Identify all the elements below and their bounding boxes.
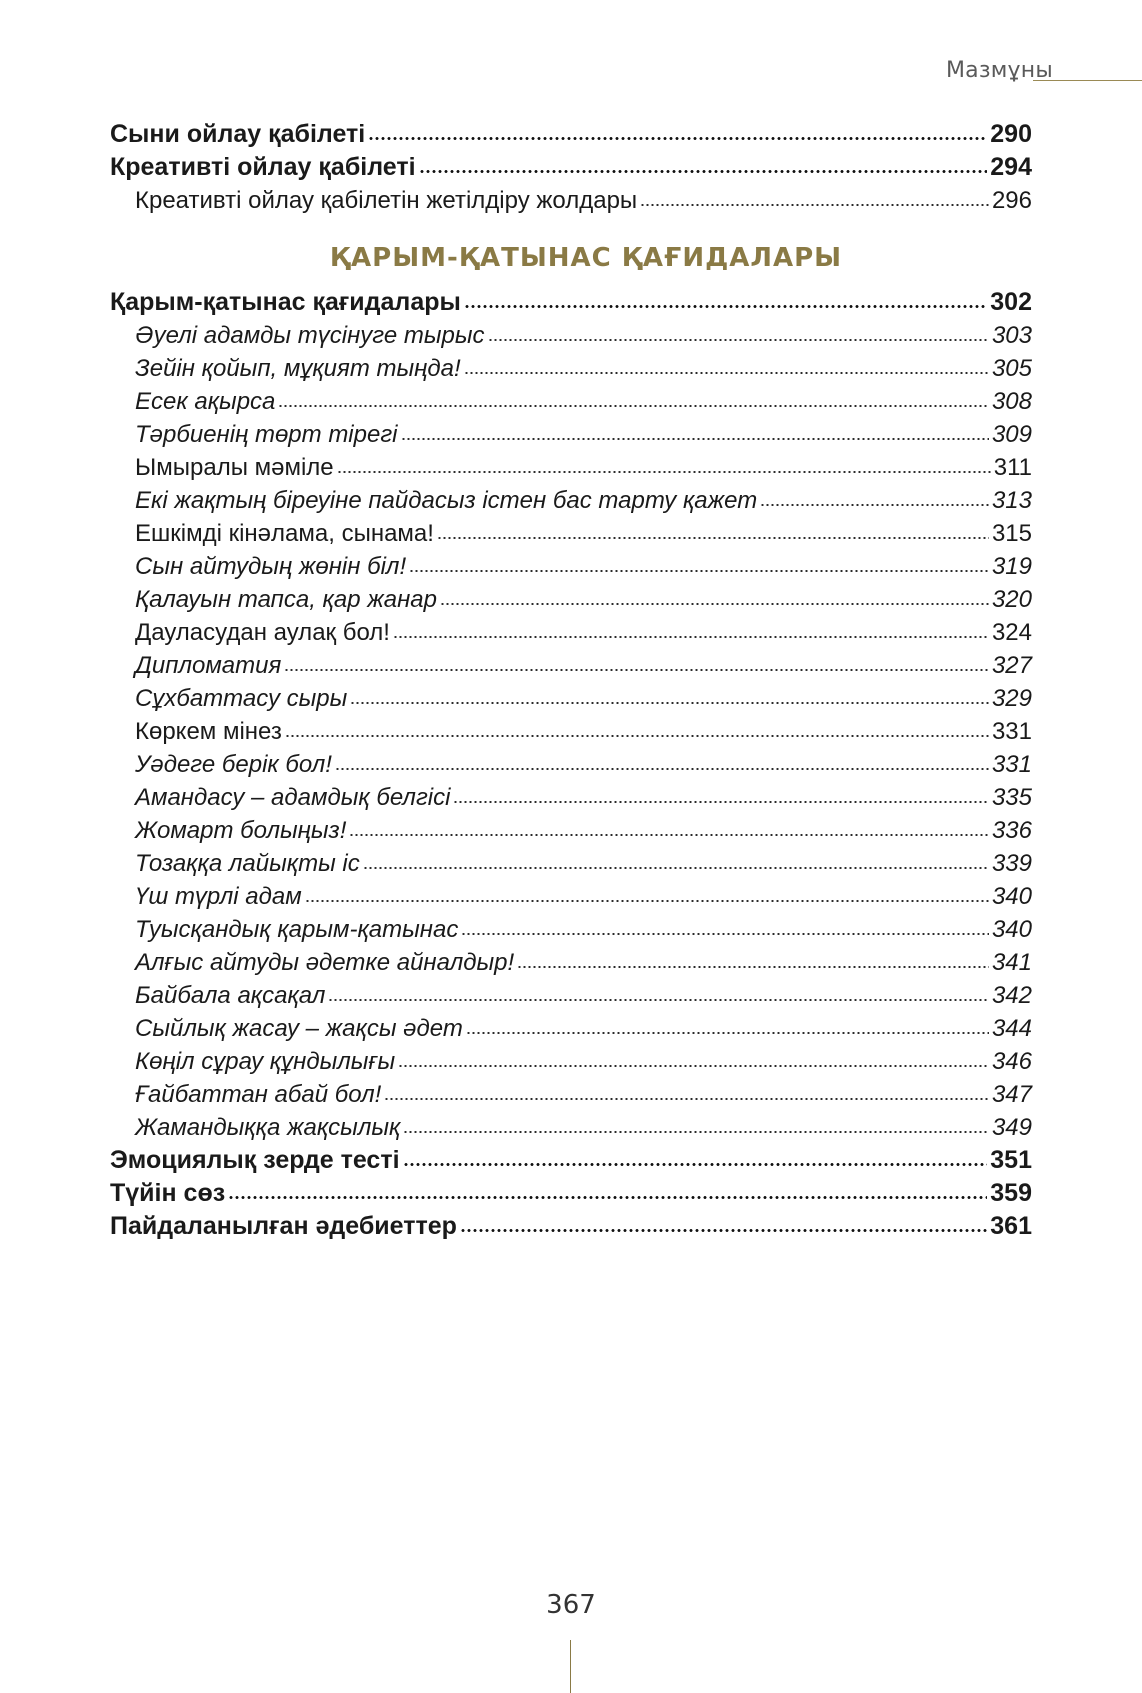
toc-entry-page: 324 <box>991 619 1032 646</box>
toc-entry-page: 336 <box>991 817 1032 844</box>
toc-entry-page: 340 <box>991 883 1032 910</box>
toc-entry-title: Креативті ойлау қабілетін жетілдіру жолдары <box>135 187 638 214</box>
toc-entry-title: Ғайбаттан абай бол! <box>135 1081 382 1108</box>
toc-entry-title: Көркем мінез <box>135 718 282 745</box>
toc-entry-title: Амандасу – адамдық белгісі <box>135 784 451 811</box>
toc-entry-page: 309 <box>991 421 1032 448</box>
toc-entry-page: 294 <box>990 153 1032 181</box>
toc-entry-title: Зейін қойып, мұқият тыңда! <box>135 355 461 382</box>
toc-dot-leader <box>328 999 989 1001</box>
toc-entry[interactable] <box>110 118 1032 151</box>
toc-entry-page: 347 <box>991 1081 1032 1108</box>
toc-entry[interactable] <box>110 319 1032 352</box>
toc-dot-leader <box>278 405 989 407</box>
toc-entry-page: 315 <box>991 520 1032 547</box>
toc-main-group <box>110 286 1032 1243</box>
toc-entry[interactable] <box>110 946 1032 979</box>
toc-entry-page: 308 <box>991 388 1032 415</box>
toc-entry-page: 331 <box>991 751 1032 778</box>
toc-dot-leader <box>461 933 989 935</box>
toc-dot-leader <box>464 305 987 308</box>
toc-entry-title: Қалауын тапса, қар жанар <box>135 586 437 613</box>
toc-entry-title: Сыйлық жасау – жақсы әдет <box>135 1015 463 1042</box>
toc-dot-leader <box>228 1196 987 1199</box>
toc-dot-leader <box>337 471 991 473</box>
toc-entry[interactable] <box>110 286 1032 319</box>
toc-entry-page: 335 <box>991 784 1032 811</box>
toc-entry[interactable] <box>110 451 1032 484</box>
toc-dot-leader <box>398 1065 989 1067</box>
toc-entry-title: Ешкімді кінәлама, сынама! <box>135 520 434 547</box>
toc-dot-leader <box>284 669 989 671</box>
toc-dot-leader <box>305 900 989 902</box>
toc-entry-title: Байбала ақсақал <box>135 982 326 1009</box>
toc-entry-title: Сұхбаттасу сыры <box>135 685 348 712</box>
toc-entry-page: 290 <box>990 120 1032 148</box>
toc-dot-leader <box>517 966 989 968</box>
toc-entry-page: 331 <box>991 718 1032 745</box>
toc-entry-title: Жомарт болыңыз! <box>135 817 347 844</box>
toc-entry-title: Қарым-қатынас қағидалары <box>110 288 461 316</box>
toc-entry-page: 361 <box>990 1212 1032 1240</box>
toc-entry-title: Эмоциялық зерде тесті <box>110 1146 400 1174</box>
toc-entry-page: 320 <box>991 586 1032 613</box>
toc-entry-page: 327 <box>991 652 1032 679</box>
page-number: 367 <box>546 1590 596 1620</box>
toc-entry-title: Туысқандық қарым-қатынас <box>135 916 459 943</box>
toc-entry[interactable] <box>110 979 1032 1012</box>
toc-dot-leader <box>403 1131 989 1133</box>
toc-entry-title: Креативті ойлау қабілеті <box>110 153 416 181</box>
toc-dot-leader <box>453 801 988 803</box>
toc-entry-title: Сыни ойлау қабілеті <box>110 120 366 148</box>
toc-entry[interactable] <box>110 682 1032 715</box>
toc-entry[interactable] <box>110 1012 1032 1045</box>
toc-entry-title: Тәрбиенің төрт тірегі <box>135 421 398 448</box>
toc-entry-page: 305 <box>991 355 1032 382</box>
toc-top-group <box>110 118 1032 217</box>
toc-dot-leader <box>384 1098 989 1100</box>
toc-entry[interactable] <box>110 748 1032 781</box>
toc-entry-page: 311 <box>993 454 1032 481</box>
toc-entry[interactable] <box>110 1144 1032 1177</box>
toc-entry[interactable] <box>110 616 1032 649</box>
toc-entry[interactable] <box>110 184 1032 217</box>
toc-entry-title: Дауласудан аулақ бол! <box>135 619 390 646</box>
toc-dot-leader <box>466 1032 989 1034</box>
toc-dot-leader <box>640 204 989 206</box>
toc-entry-title: Көңіл сұрау құндылығы <box>135 1048 396 1075</box>
toc-entry-title: Екі жақтың біреуіне пайдасыз істен бас тарту қажет <box>135 487 758 514</box>
toc-entry-page: 349 <box>991 1114 1032 1141</box>
toc-entry[interactable] <box>110 1210 1032 1243</box>
toc-entry-title: Алғыс айтуды әдетке айналдыр! <box>135 949 515 976</box>
toc-dot-leader <box>464 372 989 374</box>
toc-dot-leader <box>760 504 989 506</box>
running-header-label: Мазмұны <box>946 58 1053 83</box>
toc-entry-title: Сын айтудың жөнін біл! <box>135 553 407 580</box>
toc-entry[interactable] <box>110 1111 1032 1144</box>
table-of-contents <box>110 118 1032 1243</box>
toc-entry[interactable] <box>110 385 1032 418</box>
toc-dot-leader <box>403 1163 988 1166</box>
toc-dot-leader <box>349 834 989 836</box>
toc-entry-title: Пайдаланылған әдебиеттер <box>110 1212 457 1240</box>
toc-entry-title: Тозаққа лайықты іс <box>135 850 360 877</box>
toc-dot-leader <box>437 537 989 539</box>
toc-entry[interactable] <box>110 715 1032 748</box>
toc-dot-leader <box>419 170 988 173</box>
toc-dot-leader <box>368 137 987 140</box>
toc-dot-leader <box>285 735 989 737</box>
toc-entry[interactable] <box>110 1045 1032 1078</box>
toc-dot-leader <box>460 1229 987 1232</box>
toc-entry-page: 341 <box>991 949 1032 976</box>
toc-entry-title: Түйін сөз <box>110 1179 226 1207</box>
toc-entry[interactable] <box>110 913 1032 946</box>
toc-entry-page: 344 <box>991 1015 1032 1042</box>
toc-entry[interactable] <box>110 880 1032 913</box>
toc-dot-leader <box>363 867 989 869</box>
toc-entry-page: 313 <box>991 487 1032 514</box>
footer-rule <box>570 1640 571 1693</box>
toc-entry-page: 340 <box>991 916 1032 943</box>
toc-entry-title: Әуелі адамды түсінуге тырыс <box>135 322 485 349</box>
toc-entry-page: 351 <box>990 1146 1032 1174</box>
toc-entry[interactable] <box>110 550 1032 583</box>
toc-dot-leader <box>350 702 989 704</box>
section-heading: ҚАРЫМ-ҚАТЫНАС ҚАҒИДАЛАРЫ <box>329 243 843 273</box>
toc-dot-leader <box>335 768 989 770</box>
toc-entry-title: Есек ақырса <box>135 388 276 415</box>
toc-entry-title: Уәдеге берік бол! <box>135 751 332 778</box>
toc-entry-page: 329 <box>991 685 1032 712</box>
toc-entry-page: 339 <box>991 850 1032 877</box>
toc-dot-leader <box>440 603 989 605</box>
toc-entry[interactable] <box>110 814 1032 847</box>
toc-entry-title: Дипломатия <box>135 652 282 679</box>
toc-dot-leader <box>488 339 989 341</box>
toc-entry[interactable] <box>110 352 1032 385</box>
toc-dot-leader <box>409 570 989 572</box>
toc-entry-page: 302 <box>990 288 1032 316</box>
toc-entry-page: 303 <box>991 322 1032 349</box>
toc-entry[interactable] <box>110 781 1032 814</box>
running-header-rule <box>1033 80 1142 81</box>
toc-entry-page: 359 <box>990 1179 1032 1207</box>
toc-entry[interactable] <box>110 847 1032 880</box>
toc-entry[interactable] <box>110 484 1032 517</box>
toc-entry[interactable] <box>110 418 1032 451</box>
toc-entry-title: Үш түрлі адам <box>135 883 302 910</box>
toc-dot-leader <box>401 438 989 440</box>
toc-entry-page: 346 <box>991 1048 1032 1075</box>
toc-entry-title: Жамандыққа жақсылық <box>135 1114 401 1141</box>
toc-entry-page: 319 <box>991 553 1032 580</box>
toc-entry[interactable] <box>110 583 1032 616</box>
toc-entry-title: Ымыралы мәміле <box>135 454 334 481</box>
toc-entry[interactable] <box>110 151 1032 184</box>
toc-entry-page: 342 <box>991 982 1032 1009</box>
toc-dot-leader <box>393 636 989 638</box>
toc-entry[interactable] <box>110 1177 1032 1210</box>
toc-entry[interactable] <box>110 1078 1032 1111</box>
toc-entry[interactable] <box>110 649 1032 682</box>
toc-entry[interactable] <box>110 517 1032 550</box>
toc-entry-page: 296 <box>991 187 1032 214</box>
